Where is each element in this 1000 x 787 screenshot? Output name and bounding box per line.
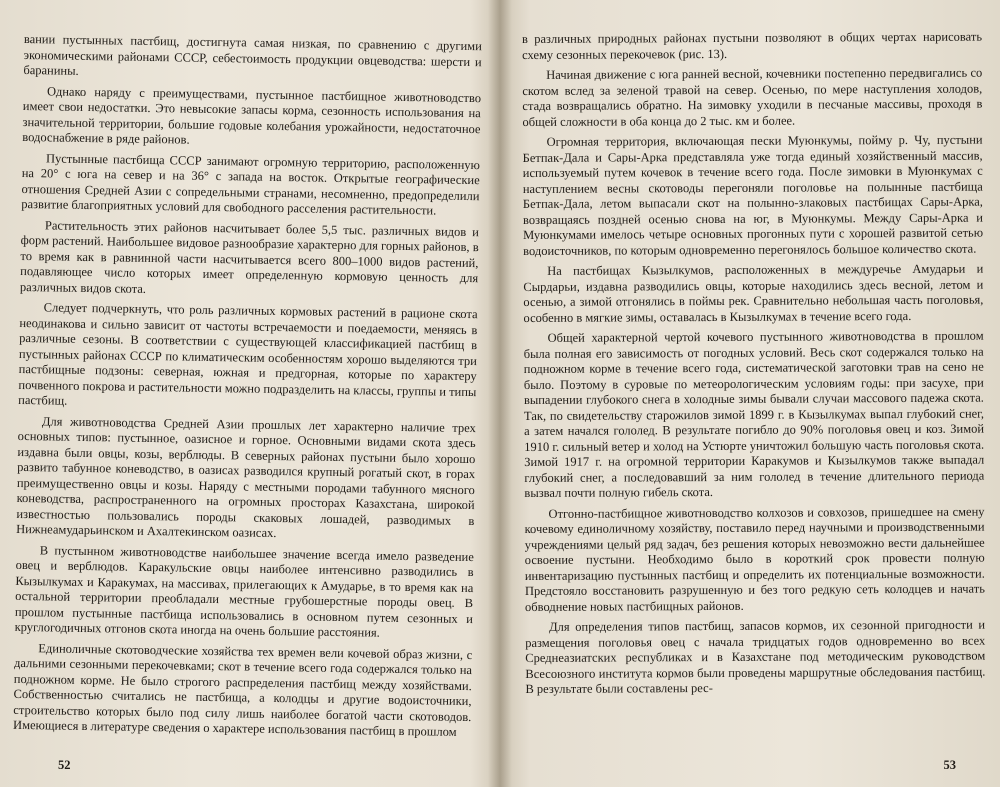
paragraph: Отгонно-пастбищное животноводство колхозов и совхозов, пришедшее на смену кочевому единоличному хозяйству, поставило перед научными и производственными учреждениями целый ряд задач, без решения которых невозможно вести дальнейшее освоение пустыни. Необходимо было в короткий срок провести полную инвентаризацию пустынных пастбищ и определить их потенциальные возможности. Предстояло восстановить разрушенную и без того редкую сеть колодцев и начать обводнение новых пастбищных районов. [524, 504, 985, 614]
paragraph: Единоличные скотоводческие хозяйства тех времен вели кочевой образ жизни, с дальними сезонными перекочевками; скот в течение всего года содержался только на подножном корме. Не было строгого распределения пастбищ между хозяйствами. Собственностью считались не пастбища, а колодцы и другие водоисточники, строительство которых было под силу лишь наиболее богатой части скотоводов. Имеющиеся в литературе сведения о характере использования пастбищ в прошлом [13, 640, 473, 739]
paragraph: Однако наряду с преимуществами, пустынное пастбищное животноводство имеет свои недостатки. Это невысокие запасы корма, сезонность использования на значительной территории, большие годовые колебания урожайности, недостаточное водоснабжение в ряде районов. [22, 83, 482, 147]
paragraph: Растительность этих районов насчитывает более 5,5 тыс. различных видов и форм растений. Наибольшее видовое разнообразие характерно для горных районов, в то время как в равнинной части насчитывается всего 800–1000 видов растений, подавляющее число которых имеет определенную кормовую ценность для различных видов скота. [19, 217, 480, 296]
paragraph: Следует подчеркнуть, что роль различных кормовых растений в рационе скота неодинакова и сильно зависит от частоты встречаемости и поедаемости, меняясь в различные сезоны. В соответствии с существующей классификацией пастбищ в пустынных районах СССР по климатическим особенностям хорошо выделяются три пастбищные подзоны: северная, южная и предгорная, которые по характеру почвенного покрова и растительности можно подразделить на классы, группы и типы пастбищ. [18, 300, 478, 408]
paragraph: На пастбищах Кызылкумов, расположенных в междуречье Амударьи и Сырдарьи, издавна разводились овцы, которые находились здесь весной, летом и осенью, а зимой отгонялись в поймы рек. Сравнительно небольшая часть поголовья, особенно в мягкие зимы, оставалась в Кызылкумах в течение всего года. [523, 261, 984, 325]
paragraph: вании пустынных пастбищ, достигнута самая низкая, по сравнению с другими экономическими районами СССР, себестоимость продукции овцеводства: шерсти и баранины. [23, 32, 482, 78]
left-page-text [13, 32, 482, 746]
page-number: 52 [58, 758, 71, 772]
paragraph: в различных природных районах пустыни позволяют в общих чертах нарисовать схему сезонных перекочевок (рис. 13). [522, 29, 983, 62]
paragraph: Общей характерной чертой кочевого пустынного животноводства в прошлом была полная его зависимость от погодных условий. Весь скот содержался только на подножном корме в течение всего года, систематической заготовки трав на сено не было. Поэтому в суровые по метеорологическим условиям годы: при засухе, при выпадении глубокого снега в холодные зимы бывали случаи массового падежа скота. Так, по свидетельству старожилов зимой 1899 г. в Кызылкумах выпал глубокий снег, а затем начался гололед. В результате погибло до 90% поголовья овец и коз. Зимой 1910 г. сильный ветер и холод на Устюрте уничтожил большую часть поголовья скота. Зимой 1917 г. на огромной территории Каракумов и Кызылкумов также выпадал глубокий снег, а последовавший за ним гололед в течение длительного периода вызвал почти полную гибель скота. [523, 328, 985, 500]
right-page [500, 0, 1000, 787]
page-number: 53 [943, 758, 956, 772]
paragraph: Для животноводства Средней Азии прошлых лет характерно наличие трех основных типов: пустынное, оазисное и горное. Основными видами скота здесь издавна были овцы, козы, верблюды. В северных районах пустыни было хорошо развито табунное коневодство, в оазисах разводился крупный рогатый скот, в горах преимущественно овцы и козы. Наряду с местными породами табунного мясного коневодства, распространенного на огромных просторах Казахстана, широкой известностью пользовались породы скаковых лошадей, разводимых в Нижнеамударьинском и Ахалтекинском оазисах. [16, 413, 476, 541]
paragraph: В пустынном животноводстве наибольшее значение всегда имело разведение овец и верблюдов. Каракульские овцы наиболее интенсивно разводились в Кызылкумах и Каракумах, на массивах, прилегающих к Амударье, в то время как на остальной территории преобладали местные грубошерстные породы овец. В прошлом пустынные пастбища использовались в основном путем сезонных и круглогодичных отгонов скота иногда на очень большие расстояния. [14, 542, 474, 640]
paragraph: Огромная территория, включающая пески Муюнкумы, пойму р. Чу, пустыни Бетпак-Дала и Сары-Арка представляла уже тогда единый хозяйственный массив, используемый путем кочевок в течение всего года. После зимовки в Муюнкумах с наступлением весны скотоводы перегоняли поголовье на полынные пастбища Бетпак-Дала, летом выпасали скот на полынно-злаковых пастбищах Сары-Арка, возвращаясь поздней осенью снова на юг, в Муюнкумы. Между Сары-Арка и Муюнкумами имелось четыре основных прогонных пути с хорошей развитой сетью водоисточников, по которым одновременно перегонялось большое количество скота. [522, 132, 984, 258]
paragraph: Пустынные пастбища СССР занимают огромную территорию, расположенную на 20° с юга на север и на 36° с запада на восток. Открытые географические отношения Средней Азии с сопредельными странами, несомненно, предопределили развитие благоприятных условий для свободного расселения растительности. [21, 150, 481, 218]
right-page-text [522, 30, 986, 703]
paragraph: Начиная движение с юга ранней весной, кочевники постепенно передвигались со скотом вслед за зеленой травой на север. Осенью, по мере наступления холодов, стада возвращались обратно. На зимовку уходили в песчаные массивы, проходя в общей сложности в оба конца до 2 тыс. км и более. [522, 65, 983, 129]
paragraph: Для определения типов пастбищ, запасов кормов, их сезонной пригодности и размещения поголовья овец с начала тридцатых годов одновременно во всех Среднеазиатских республиках и в Казахстане под методическим руководством Всесоюзного института кормов были проведены маршрутные обследования пастбищ. В результате были составлены рес- [525, 617, 986, 696]
